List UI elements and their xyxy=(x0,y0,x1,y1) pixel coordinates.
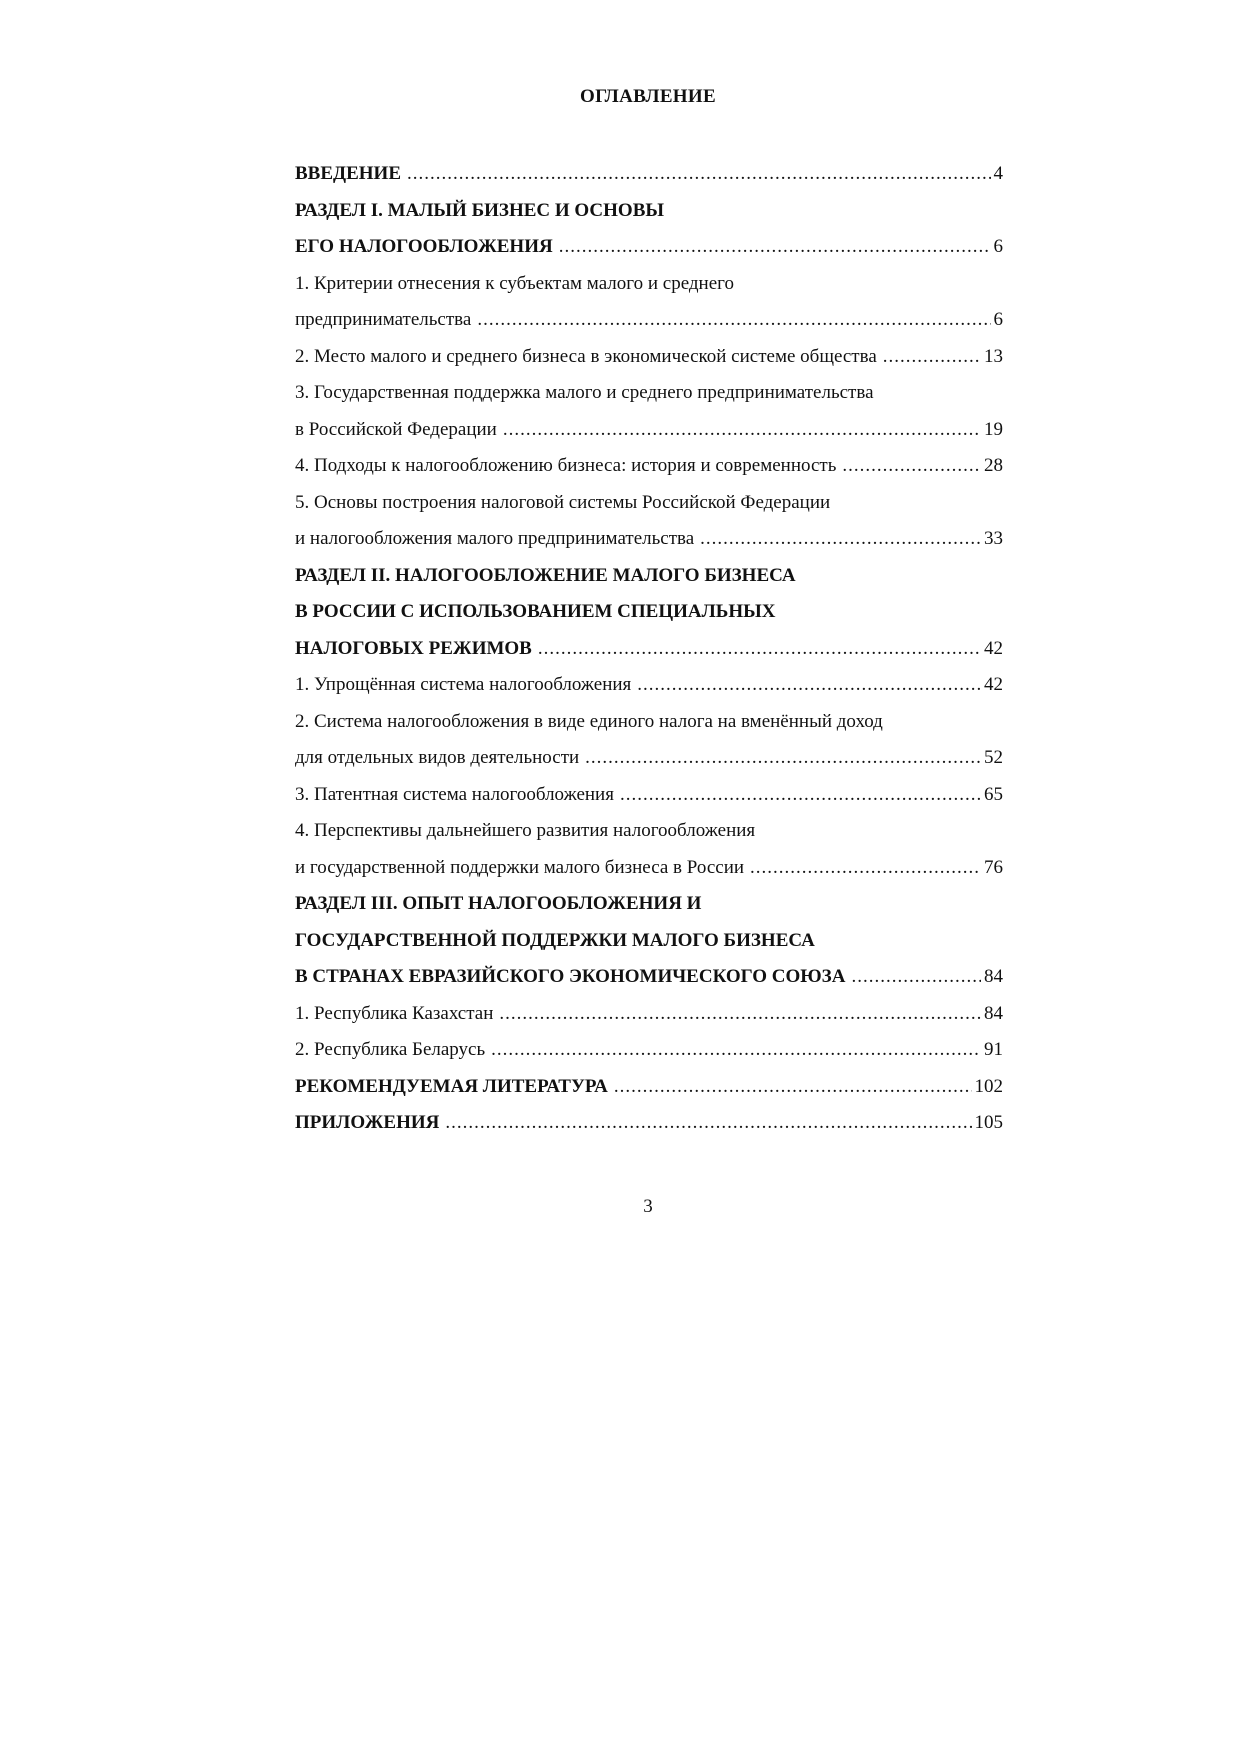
dot-leader xyxy=(883,346,981,368)
toc-page-number: 42 xyxy=(984,674,1003,696)
toc-entry-line xyxy=(295,594,1003,631)
toc-page-number: 76 xyxy=(984,856,1003,878)
toc-entry-text: РАЗДЕЛ I. МАЛЫЙ БИЗНЕС И ОСНОВЫ xyxy=(295,199,665,221)
dot-leader xyxy=(620,784,981,806)
dot-leader xyxy=(538,638,981,660)
toc-entry-text: 2. Место малого и среднего бизнеса в экономической системе общества xyxy=(295,345,877,367)
toc-page-number: 19 xyxy=(984,418,1003,440)
toc-entry-line xyxy=(295,777,1003,814)
toc-page-number: 6 xyxy=(993,309,1003,331)
toc-entry-line xyxy=(295,850,1003,887)
toc-entry-text: ПРИЛОЖЕНИЯ xyxy=(295,1112,440,1134)
dot-leader xyxy=(407,163,991,185)
page-title: ОГЛАВЛЕНИЕ xyxy=(580,86,716,107)
toc-entry-text: В РОССИИ С ИСПОЛЬЗОВАНИЕМ СПЕЦИАЛЬНЫХ xyxy=(295,601,776,623)
toc-entry-line xyxy=(295,886,1003,923)
dot-leader xyxy=(614,1076,972,1098)
toc-entry-line xyxy=(295,704,1003,741)
toc-page-number: 102 xyxy=(974,1075,1003,1097)
toc-entry-text: 1. Республика Казахстан xyxy=(295,1002,494,1024)
dot-leader xyxy=(491,1039,981,1061)
dot-leader xyxy=(842,455,981,477)
toc-entry-text: В СТРАНАХ ЕВРАЗИЙСКОГО ЭКОНОМИЧЕСКОГО СОЮЗА xyxy=(295,966,846,988)
dot-leader xyxy=(700,528,981,550)
toc-entry-line xyxy=(295,667,1003,704)
toc-entry-text: 1. Упрощённая система налогообложения xyxy=(295,674,632,696)
dot-leader xyxy=(851,966,981,988)
toc-entry-text: для отдельных видов деятельности xyxy=(295,747,580,769)
toc-page-number: 105 xyxy=(974,1112,1003,1134)
toc-page-number: 13 xyxy=(984,345,1003,367)
toc-entry-line xyxy=(295,339,1003,376)
toc-entry-line xyxy=(295,1032,1003,1069)
toc-entry-line xyxy=(295,266,1003,303)
toc-page-number: 42 xyxy=(984,637,1003,659)
toc-entry-text: 2. Республика Беларусь xyxy=(295,1039,486,1061)
toc-entry-text: ЕГО НАЛОГООБЛОЖЕНИЯ xyxy=(295,236,553,258)
dot-leader xyxy=(499,1003,981,1025)
toc-entry-text: и государственной поддержки малого бизнеса в России xyxy=(295,856,745,878)
toc-entry-text: 3. Патентная система налогообложения xyxy=(295,783,614,805)
page-number: 3 xyxy=(643,1196,653,1217)
toc-entry-line xyxy=(295,412,1003,449)
toc-entry-text: предпринимательства xyxy=(295,309,472,331)
toc-entry-line xyxy=(295,813,1003,850)
toc-page-number: 33 xyxy=(984,528,1003,550)
toc-entry-line xyxy=(295,1105,1003,1142)
dot-leader xyxy=(750,857,981,879)
toc-entry-line xyxy=(295,156,1003,193)
table-of-contents xyxy=(295,156,1003,1142)
toc-entry-text: РАЗДЕЛ II. НАЛОГООБЛОЖЕНИЕ МАЛОГО БИЗНЕСА xyxy=(295,564,796,586)
dot-leader xyxy=(637,674,981,696)
toc-entry-line xyxy=(295,740,1003,777)
toc-entry-text: и налогообложения малого предпринимательства xyxy=(295,528,695,550)
toc-entry-line xyxy=(295,193,1003,230)
toc-entry-text: 3. Государственная поддержка малого и среднего предпринимательства xyxy=(295,382,874,404)
toc-entry-text: 4. Подходы к налогообложению бизнеса: история и современность xyxy=(295,455,837,477)
toc-entry-text: РЕКОМЕНДУЕМАЯ ЛИТЕРАТУРА xyxy=(295,1075,608,1097)
toc-page-number: 84 xyxy=(984,1002,1003,1024)
dot-leader xyxy=(559,236,991,258)
toc-entry-line xyxy=(295,521,1003,558)
toc-entry-text: в Российской Федерации xyxy=(295,418,497,440)
toc-entry-line xyxy=(295,558,1003,595)
toc-page-number: 6 xyxy=(993,236,1003,258)
toc-entry-line xyxy=(295,996,1003,1033)
toc-page-number: 28 xyxy=(984,455,1003,477)
toc-page-number: 91 xyxy=(984,1039,1003,1061)
toc-entry-line xyxy=(295,448,1003,485)
toc-entry-text: РАЗДЕЛ III. ОПЫТ НАЛОГООБЛОЖЕНИЯ И xyxy=(295,893,702,915)
toc-entry-line xyxy=(295,1069,1003,1106)
dot-leader xyxy=(445,1112,971,1134)
dot-leader xyxy=(477,309,990,331)
dot-leader xyxy=(503,419,981,441)
toc-entry-text: ВВЕДЕНИЕ xyxy=(295,163,401,185)
toc-entry-line xyxy=(295,485,1003,522)
toc-page-number: 52 xyxy=(984,747,1003,769)
toc-entry-text: НАЛОГОВЫХ РЕЖИМОВ xyxy=(295,637,532,659)
toc-entry-line xyxy=(295,302,1003,339)
toc-entry-line xyxy=(295,229,1003,266)
toc-entry-text: ГОСУДАРСТВЕННОЙ ПОДДЕРЖКИ МАЛОГО БИЗНЕСА xyxy=(295,929,815,951)
toc-entry-text: 2. Система налогообложения в виде единого налога на вменённый доход xyxy=(295,710,883,732)
toc-entry-line xyxy=(295,959,1003,996)
toc-page-number: 65 xyxy=(984,783,1003,805)
toc-page-number: 4 xyxy=(993,163,1003,185)
toc-entry-text: 4. Перспективы дальнейшего развития налогообложения xyxy=(295,820,756,842)
toc-entry-text: 5. Основы построения налоговой системы Российской Федерации xyxy=(295,491,831,513)
toc-page-number: 84 xyxy=(984,966,1003,988)
toc-entry-text: 1. Критерии отнесения к субъектам малого и среднего xyxy=(295,272,734,294)
dot-leader xyxy=(585,747,981,769)
toc-entry-line xyxy=(295,923,1003,960)
toc-entry-line xyxy=(295,375,1003,412)
toc-entry-line xyxy=(295,631,1003,668)
